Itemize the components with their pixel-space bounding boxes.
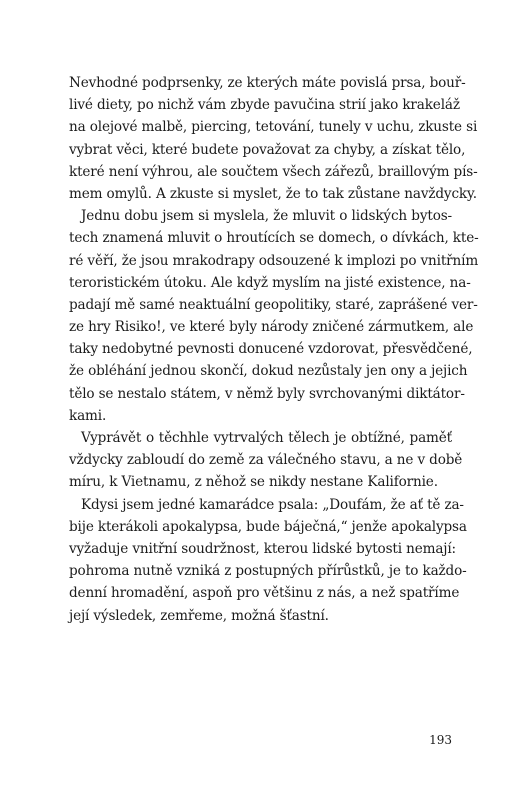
text-line: bije kterákoli apokalypsa, bude báječná,“ jenže apokalypsa <box>69 518 467 535</box>
text-line: vybrat věci, které budete považovat za chyby, a získat tělo, <box>69 141 466 158</box>
text-line: kami. <box>69 407 107 424</box>
text-line: na olejové malbě, piercing, tetování, tunely v uchu, zkuste si <box>69 119 478 136</box>
text-line: teroristickém útoku. Ale když myslím na jisté existence, na- <box>69 274 471 291</box>
text-line: ze hry Risiko!, ve které byly národy zničené zármutkem, ale <box>69 319 474 336</box>
text-line: Vyprávět o těchhle vytrvalých tělech je obtížné, paměť <box>81 430 452 446</box>
text-line: vždycky zabloudí do země za válečného stavu, a ne v době <box>69 452 463 469</box>
text-line: Jednu dobu jsem si myslela, že mluvit o lidských bytos- <box>81 208 452 225</box>
text-line: padají mě samé neaktuální geopolitiky, staré, zaprášené ver- <box>69 296 478 313</box>
text-line: vyžaduje vnitřní soudržnost, kterou lidské bytosti nemají: <box>69 540 456 557</box>
text-line: její výsledek, zemřeme, možná šťastní. <box>69 607 329 624</box>
page-number: 193 <box>429 733 452 747</box>
text-line: tech znamená mluvit o hroutících se domech, o dívkách, kte- <box>69 230 479 247</box>
text-line: livé diety, po nichž vám zbyde pavučina strií jako krakeláž <box>69 97 460 114</box>
text-line: tělo se nestalo státem, v němž byly svrchovanými diktátor- <box>69 385 465 402</box>
text-line: že obléhání jednou skončí, dokud nezůstaly jen ony a jejich <box>69 363 468 380</box>
paragraph-2 <box>69 205 479 427</box>
paragraph-4 <box>69 494 467 627</box>
text-line: které není výhrou, ale součtem všech zářezů, braillovým pís- <box>69 163 478 180</box>
paragraph-3 <box>69 427 463 494</box>
body-text <box>69 72 479 627</box>
text-line: taky nedobytné pevnosti donucené vzdorovat, přesvědčené, <box>69 341 473 358</box>
text-line: ré věří, že jsou mrakodrapy odsouzené k implozi po vnitřním <box>69 252 479 269</box>
text-line: míru, k Vietnamu, z něhož se nikdy nestane Kalifornie. <box>69 474 438 491</box>
text-line: Kdysi jsem jedné kamarádce psala: „Doufám, že ať tě za- <box>81 496 464 513</box>
text-line: mem omylů. A zkuste si myslet, že to tak zůstane navždycky. <box>69 185 477 202</box>
paragraph-1 <box>69 72 478 205</box>
text-line: pohroma nutně vzniká z postupných přírůstků, je to každo- <box>69 563 467 580</box>
text-line: denní hromadění, aspoň pro většinu z nás, a než spatříme <box>69 585 460 602</box>
text-line: Nevhodné podprsenky, ze kterých máte povislá prsa, bouř- <box>69 75 466 91</box>
